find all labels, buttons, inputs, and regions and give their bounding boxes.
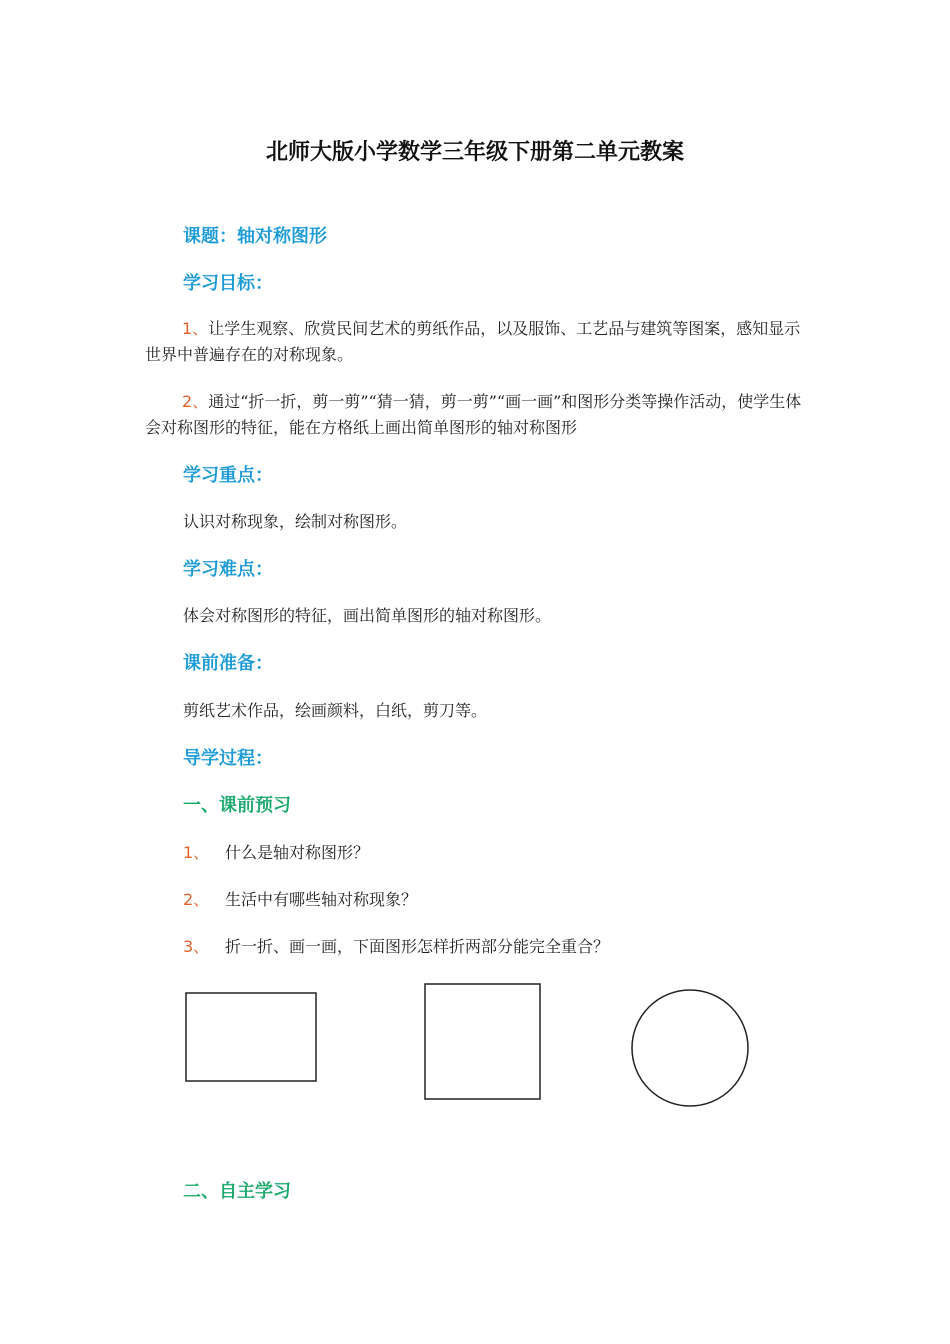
shapes-figure <box>180 978 760 1118</box>
objective-number: 1、 <box>182 319 209 338</box>
key-points-heading: 学习重点： <box>183 465 273 486</box>
question-text: 什么是轴对称图形？ <box>225 843 370 862</box>
difficulty-text: 体会对称图形的特征，画出简单图形的轴对称图形。 <box>183 606 552 625</box>
objective-number: 2、 <box>182 392 209 411</box>
page-title: 北师大版小学数学三年级下册第二单元教案 <box>265 140 684 165</box>
topic-value: 轴对称图形 <box>237 226 327 247</box>
circle-shape <box>632 990 748 1106</box>
square-shape <box>425 984 540 1099</box>
preparation-heading: 课前准备： <box>183 653 273 674</box>
section-heading-self-study: 二、自主学习 <box>183 1181 291 1202</box>
topic-label: 课题： <box>183 226 237 247</box>
objective-text: 让学生观察、欣赏民间艺术的剪纸作品，以及服饰、工艺品与建筑等图案，感知显示世界中普遍存在的对称现象。 <box>145 319 801 364</box>
objectives-heading: 学习目标： <box>183 273 273 294</box>
preparation-text: 剪纸艺术作品，绘画颜料，白纸，剪刀等。 <box>183 701 488 720</box>
question-number: 3、 <box>183 937 210 956</box>
question-number: 1、 <box>183 843 210 862</box>
process-heading: 导学过程： <box>183 748 273 769</box>
key-points-text: 认识对称现象，绘制对称图形。 <box>183 512 408 531</box>
topic-heading <box>183 222 327 248</box>
question-item <box>183 840 369 863</box>
section-heading-preview: 一、课前预习 <box>183 795 291 816</box>
question-text: 生活中有哪些轴对称现象？ <box>225 890 418 909</box>
objective-paragraph-2 <box>145 389 815 441</box>
objective-paragraph-1 <box>145 316 815 368</box>
objective-text: 通过“折一折，剪一剪”“猜一猜，剪一剪”“画一画”和图形分类等操作活动，使学生体会对称图形的特征，能在方格纸上画出简单图形的轴对称图形 <box>145 392 802 437</box>
difficulty-heading: 学习难点： <box>183 559 273 580</box>
question-item <box>183 934 609 957</box>
question-text: 折一折、画一画，下面图形怎样折两部分能完全重合？ <box>225 937 610 956</box>
question-number: 2、 <box>183 890 210 909</box>
rectangle-shape <box>186 993 316 1081</box>
question-item <box>183 887 417 910</box>
